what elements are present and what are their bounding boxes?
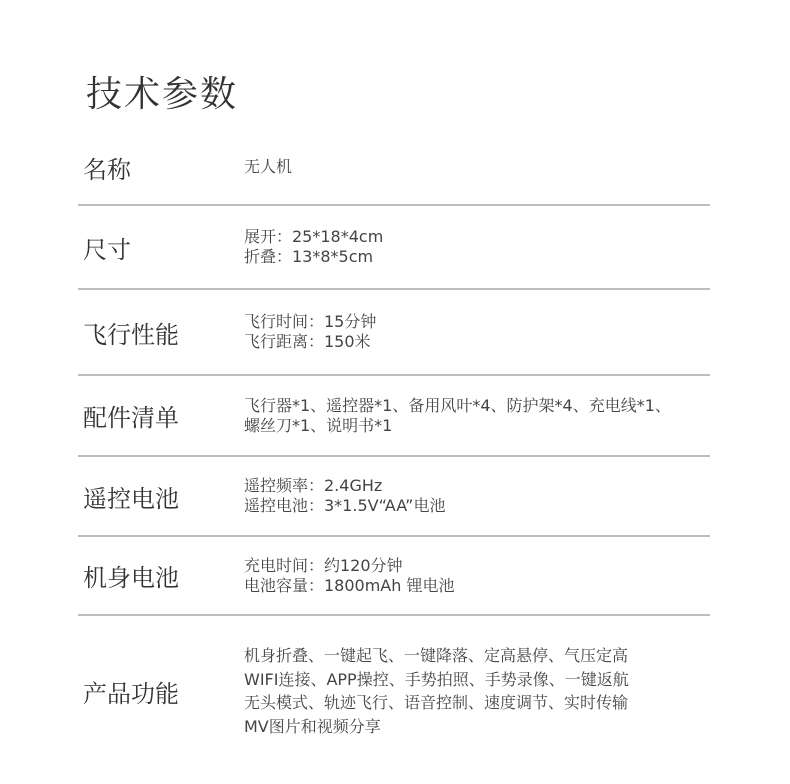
spec-value-line: 遥控电池：3*1.5V“AA”电池	[244, 496, 446, 515]
spec-label: 产品功能	[83, 679, 179, 708]
spec-value-line: 充电时间：约120分钟	[244, 555, 403, 575]
spec-value-line: 电池容量：1800mAh 锂电池	[244, 575, 455, 595]
page-title: 技术参数	[86, 74, 239, 115]
spec-label: 遥控电池	[83, 484, 179, 513]
spec-row-features	[78, 616, 710, 766]
spec-value-line: 无头模式、轨迹飞行、语音控制、速度调节、实时传输	[244, 693, 629, 712]
spec-value	[244, 312, 376, 352]
spec-value	[244, 227, 383, 267]
spec-value	[244, 644, 629, 738]
spec-value	[244, 476, 445, 516]
spec-row-remote-battery	[78, 457, 710, 537]
spec-row-accessories	[78, 376, 710, 457]
spec-row-body-battery	[78, 537, 710, 616]
spec-label: 飞行性能	[83, 320, 179, 349]
spec-value-line: 飞行时间：15分钟	[244, 312, 377, 331]
spec-value	[244, 556, 454, 596]
spec-label: 尺寸	[83, 235, 131, 264]
spec-value-line: 螺丝刀*1、说明书*1	[244, 415, 393, 435]
spec-value-line: 无人机	[244, 157, 293, 176]
spec-label: 机身电池	[83, 564, 179, 592]
spec-label: 名称	[83, 155, 131, 184]
spec-value-line: 飞行距离：150米	[244, 332, 371, 351]
spec-row-flight-performance	[78, 290, 710, 376]
spec-value-line: WIFI连接、APP操控、手势拍照、手势录像、一键返航	[244, 669, 629, 689]
spec-value	[244, 157, 292, 177]
spec-label: 配件清单	[83, 404, 179, 432]
spec-row-size	[78, 206, 710, 290]
spec-value-line: 机身折叠、一键起飞、一键降落、定高悬停、气压定高	[244, 646, 629, 665]
spec-value	[244, 396, 671, 436]
spec-value-line: 飞行器*1、遥控器*1、备用风叶*4、防护架*4、充电线*1、	[244, 395, 671, 415]
spec-row-name	[78, 130, 710, 206]
spec-table	[78, 130, 710, 766]
spec-value-line: MV图片和视频分享	[244, 716, 381, 736]
spec-value-line: 遥控频率：2.4GHz	[244, 476, 383, 495]
spec-value-line: 展开：25*18*4cm	[244, 227, 384, 246]
spec-value-line: 折叠：13*8*5cm	[244, 247, 374, 266]
